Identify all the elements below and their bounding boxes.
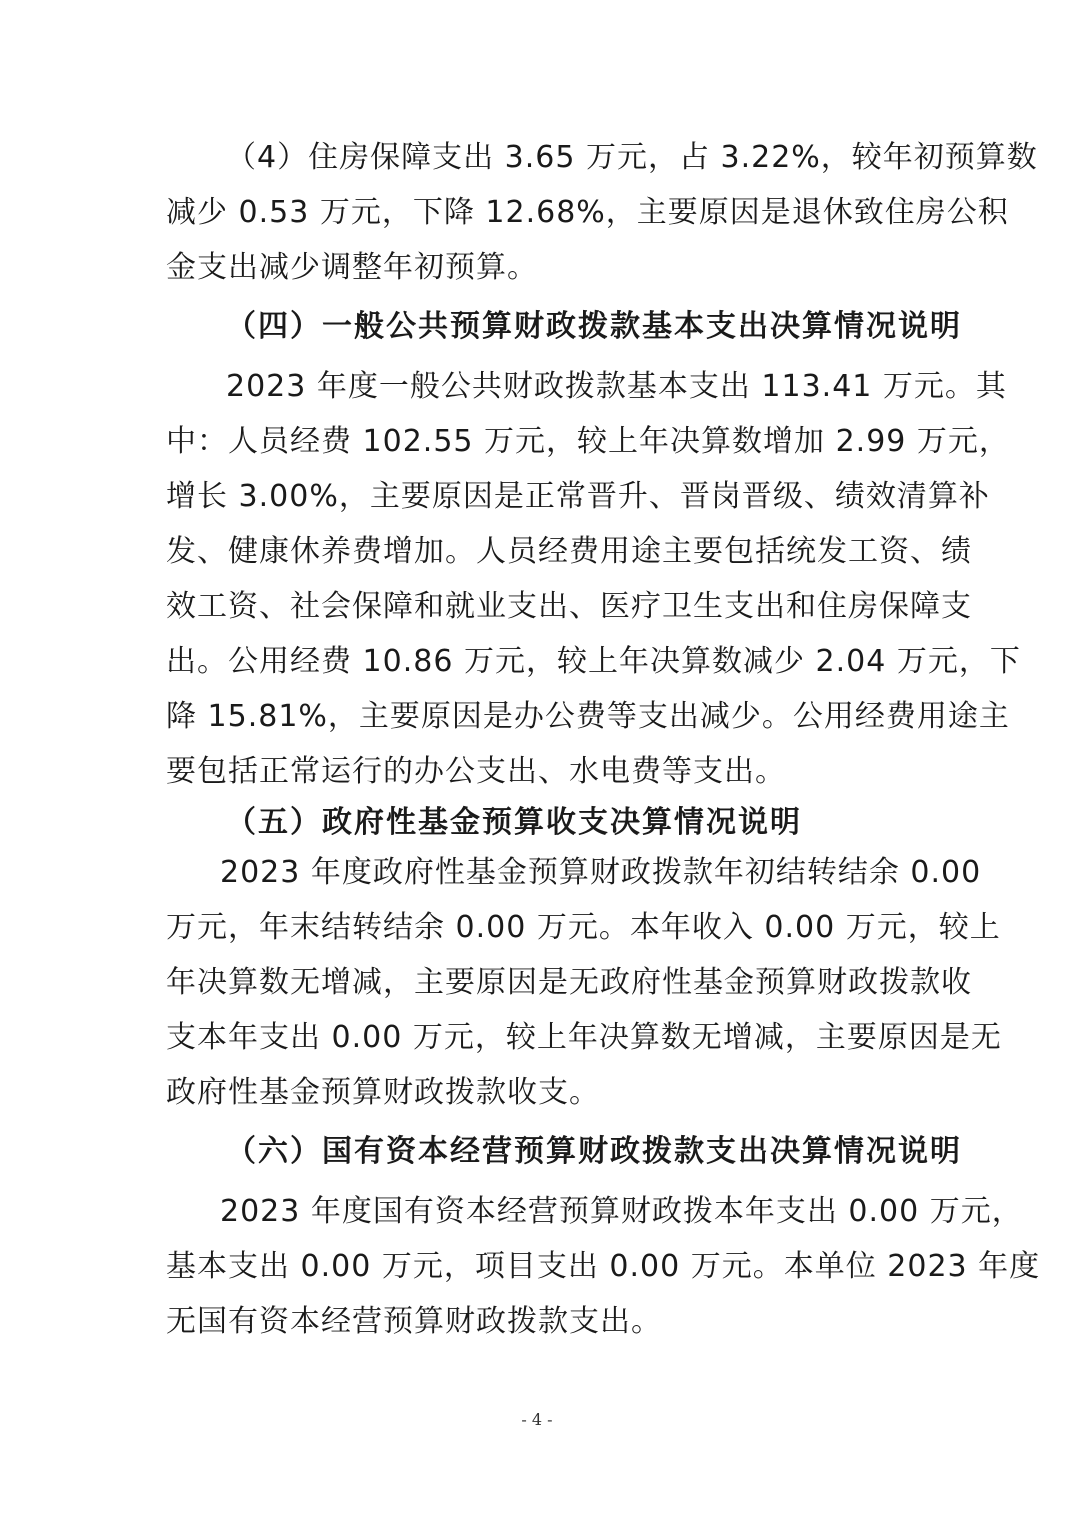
paragraph-basic-line-3: 增长 3.00%，主要原因是正常晋升、晋岗晋级、绩效清算补: [166, 479, 990, 514]
paragraph-fund-line-3: 年决算数无增减，主要原因是无政府性基金预算财政拨款收: [166, 965, 972, 1000]
paragraph-fund-line-4: 支本年支出 0.00 万元，较上年决算数无增减，主要原因是无: [166, 1020, 1002, 1055]
paragraph-basic-line-1: 2023 年度一般公共财政拨款基本支出 113.41 万元。其: [226, 369, 1007, 404]
paragraph-basic-line-8: 要包括正常运行的办公支出、水电费等支出。: [166, 754, 786, 789]
paragraph-basic-line-2: 中：人员经费 102.55 万元，较上年决算数增加 2.99 万元，: [166, 424, 1010, 459]
section-heading-5: （五）政府性基金预算收支决算情况说明: [226, 805, 802, 840]
paragraph-housing-line-1: （4）住房保障支出 3.65 万元，占 3.22%，较年初预算数: [226, 140, 1038, 175]
paragraph-housing-line-2: 减少 0.53 万元，下降 12.68%，主要原因是退休致住房公积: [166, 195, 1009, 230]
paragraph-basic-line-4: 发、健康休养费增加。人员经费用途主要包括统发工资、绩: [166, 534, 972, 569]
section-heading-6: （六）国有资本经营预算财政拨款支出决算情况说明: [226, 1134, 962, 1169]
page-number: - 4 -: [521, 1410, 553, 1429]
section-heading-4: （四）一般公共预算财政拨款基本支出决算情况说明: [226, 309, 962, 344]
paragraph-capital-line-3: 无国有资本经营预算财政拨款支出。: [166, 1304, 662, 1339]
paragraph-basic-line-6: 出。公用经费 10.86 万元，较上年决算数减少 2.04 万元，下: [166, 644, 1021, 679]
paragraph-capital-line-1: 2023 年度国有资本经营预算财政拨本年支出 0.00 万元，: [220, 1194, 1023, 1229]
paragraph-housing-line-3: 金支出减少调整年初预算。: [166, 250, 538, 285]
paragraph-basic-line-5: 效工资、社会保障和就业支出、医疗卫生支出和住房保障支: [166, 589, 972, 624]
paragraph-basic-line-7: 降 15.81%，主要原因是办公费等支出减少。公用经费用途主: [166, 699, 1010, 734]
paragraph-fund-line-1: 2023 年度政府性基金预算财政拨款年初结转结余 0.00: [220, 855, 982, 890]
paragraph-fund-line-2: 万元，年末结转结余 0.00 万元。本年收入 0.00 万元，较上: [166, 910, 1001, 945]
paragraph-fund-line-5: 政府性基金预算财政拨款收支。: [166, 1075, 600, 1110]
paragraph-capital-line-2: 基本支出 0.00 万元，项目支出 0.00 万元。本单位 2023 年度: [166, 1249, 1041, 1284]
